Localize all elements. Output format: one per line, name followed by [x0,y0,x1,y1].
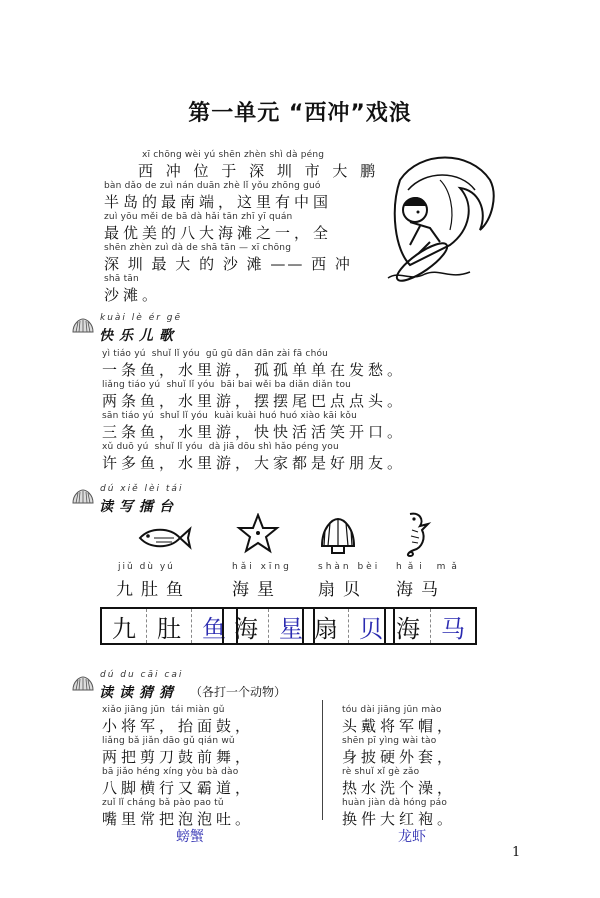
riddle-divider [322,700,323,820]
grid-cell: 九 [102,609,147,643]
word3-pinyin: shàn bèi [318,562,381,572]
word4-pinyin: hǎi mǎ [396,562,463,572]
riddle-right-line-3: 热水洗个澡， [342,779,457,797]
riddle-right [342,705,522,829]
scallop-icon [318,516,358,556]
riddle-right-line-2: 身披硬外套， [342,748,457,766]
children-song [102,349,522,473]
intro-hanzi-4: 深 圳 最 大 的 沙 滩 —— 西 冲 [104,255,352,273]
song-line-2: 两条鱼，水里游，摆摆尾巴点点头。 [102,392,407,410]
song-line-3: 三条鱼，水里游，快快活活笑开口。 [102,423,407,441]
intro-pinyin-5: shā tān [104,274,139,284]
word3-hanzi: 扇贝 [318,580,368,600]
seahorse-icon [398,510,432,558]
section2-pinyin: dú xiě lèi tái [100,484,184,494]
riddle-left-answer: 螃蟹 [176,829,204,845]
riddle-left-line-1: 小将军，抬面鼓， [102,717,255,735]
riddle-left-pinyin-1: xiǎo jiāng jūn tái miàn gǔ [102,705,225,715]
riddle-right-pinyin-3: rè shuǐ xǐ gè zǎo [342,767,420,777]
word4-hanzi: 海马 [396,580,446,600]
word2-hanzi: 海星 [232,580,282,600]
section3-pinyin: dú du cāi cai [100,670,184,680]
riddle-left-pinyin-2: liǎng bǎ jiǎn dāo gǔ qián wǔ [102,736,235,746]
grid-cell: 贝 [359,614,383,643]
grid-cell: 星 [279,614,303,643]
section1-pinyin: kuài lè ér gē [100,313,183,323]
grid-cell: 马 [441,614,465,643]
intro-pinyin-4: shēn zhèn zuì dà de shā tān — xī chōng [104,243,292,253]
page-title: 第一单元 “西冲”戏浪 [188,101,412,126]
word1-hanzi: 九肚鱼 [116,580,191,600]
word2-pinyin: hǎi xīng [232,562,292,572]
intro-pinyin-1: xī chōng wèi yú shēn zhèn shì dà péng [142,150,325,160]
riddle-left-pinyin-3: bā jiǎo héng xíng yòu bà dào [102,767,239,777]
writing-grid-1[interactable] [100,607,238,645]
song-pinyin-3: sān tiáo yú shuǐ lǐ yóu kuài kuài huó huó xiào kāi kǒu [102,411,358,421]
grid-cell: 扇 [304,609,349,643]
riddle-right-pinyin-4: huàn jiàn dà hóng páo [342,798,448,808]
riddle-left-pinyin-4: zuǐ lǐ cháng bǎ pào pao tǔ [102,798,224,808]
section1-heading: 快乐儿歌 [99,328,179,344]
shell-icon [72,318,94,334]
grid-cell: 海 [224,609,269,643]
riddle-right-answer: 龙虾 [398,829,426,845]
surfer-illustration [380,150,500,290]
fish-icon [136,523,192,553]
riddle-left-line-4: 嘴里常把泡泡吐。 [102,810,255,828]
song-line-4: 许多鱼，水里游，大家都是好朋友。 [102,454,407,472]
shell-icon [72,489,94,505]
riddle-note: （各打一个动物） [190,685,287,699]
intro-hanzi-3: 最优美的八大海滩之一，全 [104,224,333,242]
riddle-right-pinyin-1: tóu dài jiāng jūn mào [342,705,442,715]
intro-pinyin-2: bàn dǎo de zuì nán duān zhè lǐ yǒu zhōng guó [104,181,321,191]
intro-pinyin-3: zuì yōu měi de bā dà hǎi tān zhī yī quán [104,212,293,222]
intro-hanzi-5: 沙滩。 [104,286,162,304]
intro-paragraph [104,150,380,305]
grid-cell: 肚 [147,609,192,643]
riddle-right-line-1: 头戴将军帽， [342,717,457,735]
page-number: 1 [512,845,521,860]
riddle-left [102,705,312,829]
word1-pinyin: jiǔ dù yú [118,562,175,572]
song-pinyin-4: xǔ duō yú shuǐ lǐ yóu dà jiā dōu shì hǎo péng you [102,442,339,452]
intro-hanzi-1: 西 冲 位 于 深 圳 市 大 鹏 [138,162,380,180]
riddle-right-line-4: 换件大红袍。 [342,810,457,828]
riddle-left-line-3: 八脚横行又霸道， [102,779,255,797]
section2-heading: 读写擂台 [99,499,179,515]
song-pinyin-2: liǎng tiáo yú shuǐ lǐ yóu bāi bai wěi ba diǎn diǎn tou [102,380,352,390]
grid-cell: 海 [386,609,431,643]
riddle-left-line-2: 两把剪刀鼓前舞， [102,748,255,766]
writing-grid-3[interactable] [302,607,395,645]
song-pinyin-1: yì tiáo yú shuǐ lǐ yóu gū gū dān dān zài fā chóu [102,349,329,359]
section3-heading: 读读猜猜 [99,685,179,701]
intro-hanzi-2: 半岛的最南端，这里有中国 [104,193,333,211]
riddle-right-pinyin-2: shēn pī yìng wài tào [342,736,437,746]
grid-cell: 鱼 [202,614,226,643]
starfish-icon [236,513,280,555]
song-line-1: 一条鱼，水里游，孤孤单单在发愁。 [102,361,407,379]
writing-grid-4[interactable] [384,607,477,645]
shell-icon [72,676,94,692]
